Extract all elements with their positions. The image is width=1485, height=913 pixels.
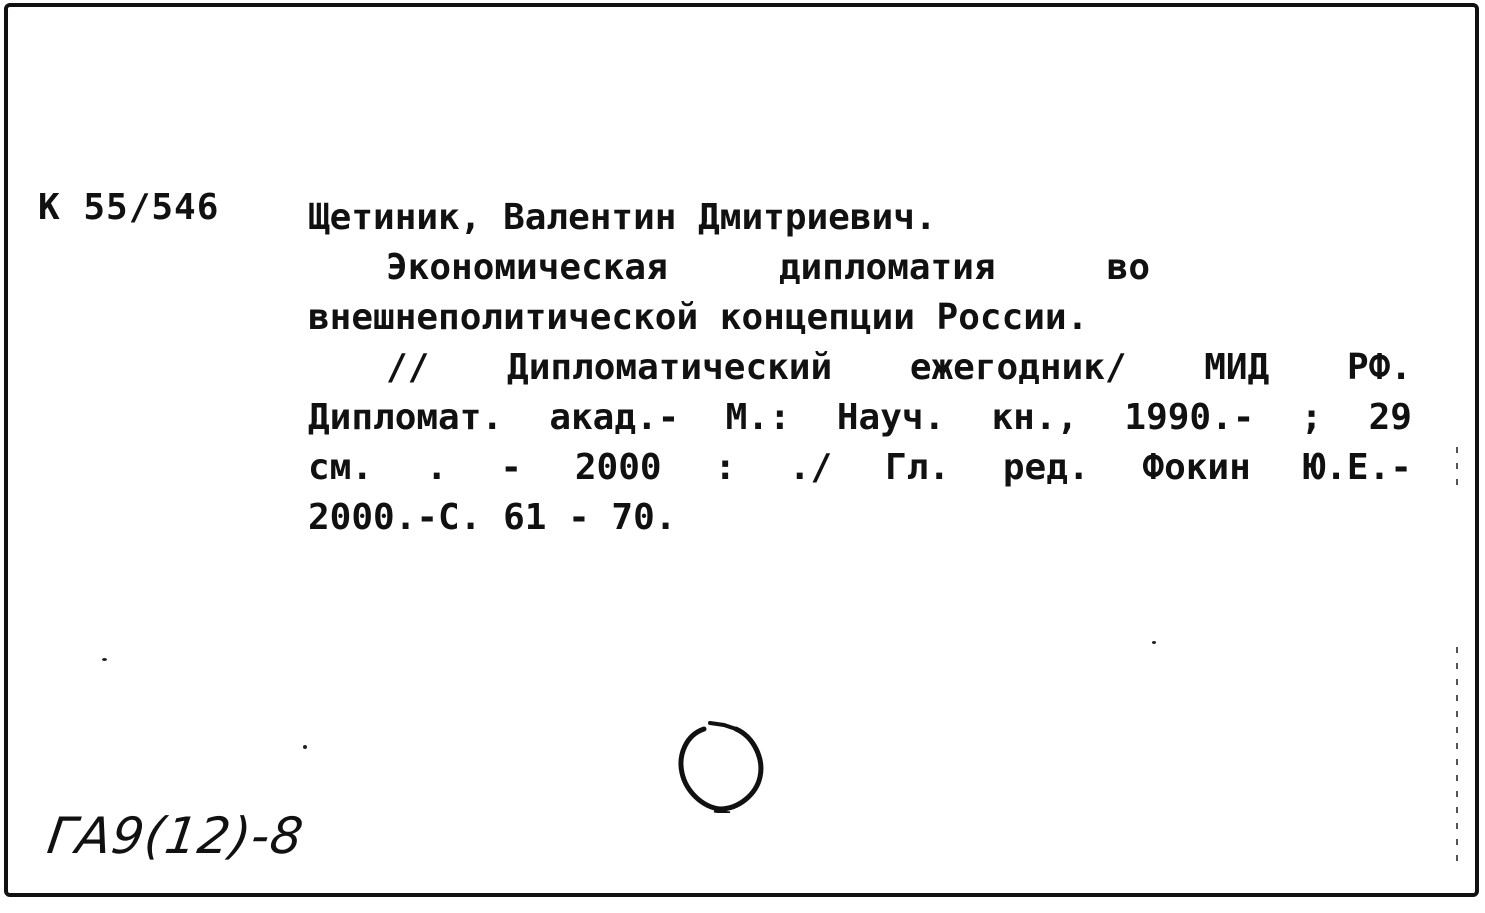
- entry-source-line-1: [308, 343, 1412, 393]
- punch-hole: [674, 721, 766, 813]
- edge-mark: [1456, 647, 1458, 867]
- source-word: Дипломат.: [308, 397, 504, 438]
- source-word: ;: [1300, 397, 1323, 438]
- handwritten-note: ГА9(12)-8: [43, 807, 308, 865]
- source-word: Фокин: [1142, 447, 1251, 488]
- punch-hole-ring-icon: [674, 721, 766, 813]
- source-word: 2000: [574, 447, 662, 488]
- source-word: .: [425, 447, 448, 488]
- speck: [102, 658, 107, 661]
- source-word: ежегодник/: [909, 347, 1127, 388]
- source-word: -: [500, 447, 523, 488]
- source-word: Науч.: [836, 397, 946, 438]
- source-word: ./: [788, 447, 833, 488]
- source-word: ред.: [1002, 447, 1090, 488]
- source-word: акад.-: [549, 397, 680, 438]
- title-word: Экономическая: [386, 247, 668, 288]
- catalog-card: [4, 3, 1479, 897]
- source-word: :: [714, 447, 737, 488]
- edge-mark: [1456, 447, 1458, 487]
- entry-title-line-2: внешнеполитической концепции России.: [308, 297, 1089, 338]
- source-word: Гл.: [885, 447, 951, 488]
- source-word: РФ.: [1346, 347, 1412, 388]
- source-word: 1990.-: [1124, 397, 1255, 438]
- speck: [303, 745, 307, 749]
- entry-author: Щетиник, Валентин Дмитриевич.: [308, 197, 937, 238]
- source-word: М.:: [725, 397, 791, 438]
- source-word: 29: [1368, 397, 1412, 438]
- source-word: Дипломатический: [507, 347, 833, 388]
- title-word: дипломатия: [778, 247, 996, 288]
- entry-title-line-1: [308, 243, 1412, 293]
- bibliographic-entry: [308, 193, 1412, 543]
- title-word: во: [1106, 247, 1150, 288]
- entry-source-line-4: 2000.-С. 61 - 70.: [308, 497, 677, 538]
- entry-source-line-3: [308, 443, 1412, 493]
- entry-source-line-2: [308, 393, 1412, 443]
- shelfmark: К 55/546: [38, 187, 220, 228]
- source-word: Ю.Е.-: [1303, 447, 1412, 488]
- speck: [1152, 641, 1156, 644]
- source-word: см.: [308, 447, 374, 488]
- source-word: //: [386, 347, 430, 388]
- source-word: МИД: [1204, 347, 1270, 388]
- source-word: кн.,: [991, 397, 1079, 438]
